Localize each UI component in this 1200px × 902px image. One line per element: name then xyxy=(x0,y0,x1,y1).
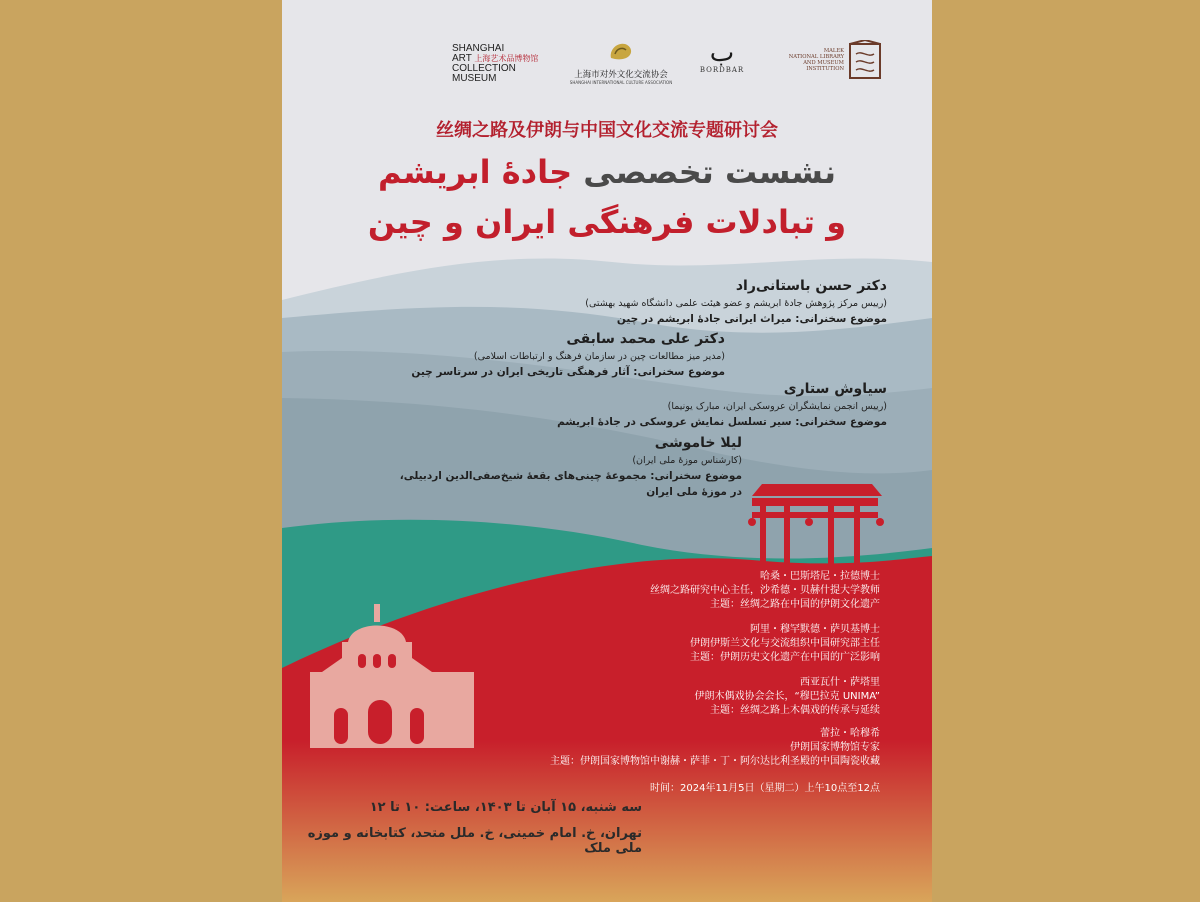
speaker-name: 西亚瓦什・萨塔里 xyxy=(800,677,880,688)
speaker-fa-3 xyxy=(507,378,887,430)
title-persian-session: نشست تخصصی xyxy=(583,153,836,191)
speaker-name: 哈桑・巴斯塔尼・拉德博士 xyxy=(760,571,880,582)
bordbar-logo xyxy=(697,40,747,84)
speaker-role: (مدیر میز مطالعات چین در سازمان فرهنگ و ارتباطات اسلامی) xyxy=(473,351,725,362)
malek-line-1: MALEK xyxy=(823,48,844,54)
speaker-cn-4 xyxy=(500,727,880,769)
event-venue-fa: تهران، خ. امام خمینی، خ. ملل متحد، کتابخانه و موزه ملی ملک xyxy=(307,826,642,856)
malek-library-logo xyxy=(782,40,892,88)
sacm-line-3: COLLECTION xyxy=(452,63,516,74)
speaker-fa-1 xyxy=(487,275,887,327)
event-time-cn: 时间：2024年11月5日（星期二）上午10点至12点 xyxy=(650,783,880,794)
speaker-topic-line-2: در موزهٔ ملی ایران xyxy=(646,486,742,498)
sica-subtitle: SHANGHAI INTERNATIONAL CULTURE ASSOCIATION xyxy=(569,80,673,85)
sica-name: 上海市对外文化交流协会 xyxy=(574,70,668,80)
speaker-topic: موضوع سخنرانی: سیر تسلسل نمایش عروسکی در جادهٔ ابریشم xyxy=(557,416,887,428)
sacm-line-1: SHANGHAI xyxy=(452,43,505,54)
speaker-name: دکتر علی محمد سابقی xyxy=(566,331,725,347)
malek-line-3: AND MUSEUM xyxy=(803,60,844,66)
speaker-role: (رییس مرکز پژوهش جادهٔ ابریشم و عضو هیئت علمی دانشگاه شهید بهشتی) xyxy=(585,298,887,309)
speaker-topic: 主题：丝绸之路上木偶戏的传承与延续 xyxy=(710,705,880,716)
speaker-topic: 主题：伊朗国家博物馆中谢赫・萨菲・丁・阿尔达比利圣殿的中国陶瓷收藏 xyxy=(550,756,880,767)
speaker-role: 伊朗伊斯兰文化与交流组织中国研究部主任 xyxy=(690,638,880,649)
speaker-cn-2 xyxy=(500,623,880,665)
sacm-cn-name: 上海艺术品博物馆 xyxy=(474,54,539,63)
speaker-name: 阿里・穆罕默德・萨贝基博士 xyxy=(750,624,880,635)
speaker-cn-3 xyxy=(500,676,880,718)
speaker-role: (رییس انجمن نمایشگران عروسکی ایران، مبارک یونیما) xyxy=(667,401,887,412)
speaker-topic: موضوع سخنرانی: آثار فرهنگی تاریخی ایران در سرتاسر چین xyxy=(411,366,725,378)
title-persian-line-1 xyxy=(282,152,932,192)
title-persian-silk-road: جادهٔ ابریشم xyxy=(378,153,573,191)
title-persian-line-2: و تبادلات فرهنگی ایران و چین xyxy=(367,203,847,241)
shanghai-international-culture-association-logo xyxy=(565,40,677,84)
speaker-fa-2 xyxy=(395,328,725,380)
speaker-name: سیاوش ستاری xyxy=(783,381,887,397)
malek-seal-icon xyxy=(848,40,882,80)
speaker-topic: موضوع سخنرانی: میراث ایرانی جادهٔ ابریشم در چین xyxy=(616,313,887,325)
event-date-fa: سه شنبه، ۱۵ آبان تا ۱۴۰۳، ساعت: ۱۰ تا ۱۲ xyxy=(369,800,642,815)
speaker-topic: 主题：伊朗历史文化遗产在中国的广泛影响 xyxy=(690,652,880,663)
sica-emblem-icon xyxy=(607,40,635,62)
speaker-role: 丝绸之路研究中心主任，沙希德・贝赫什提大学教师 xyxy=(650,585,880,596)
speaker-name: لیلا خاموشی xyxy=(654,435,742,451)
poster xyxy=(282,0,932,902)
speaker-role: 伊朗国家博物馆专家 xyxy=(790,742,880,753)
speaker-role: (کارشناس موزهٔ ملی ایران) xyxy=(632,455,742,466)
shanghai-art-collection-museum-logo xyxy=(452,44,562,86)
speaker-role: 伊朗木偶戏协会会长，“穆巴拉克 UNIMA” xyxy=(694,691,880,702)
sacm-line-2: ART xyxy=(452,53,472,64)
speaker-topic: 主题：丝绸之路在中国的伊朗文化遗产 xyxy=(710,599,880,610)
malek-line-4: INSTITUTION xyxy=(806,66,844,72)
title-chinese: 丝绸之路及伊朗与中国文化交流专题研讨会 xyxy=(436,120,778,141)
speaker-cn-1 xyxy=(500,570,880,612)
bordbar-glyph: ب xyxy=(709,38,735,68)
sacm-line-4: MUSEUM xyxy=(452,73,497,84)
bordbar-name: BORDBAR xyxy=(699,66,745,74)
malek-line-2: NATIONAL LIBRARY xyxy=(788,54,844,60)
speaker-topic: موضوع سخنرانی: مجموعهٔ چینی‌های بقعهٔ شیخ‌صفی‌الدین اردبیلی، xyxy=(399,470,742,482)
speaker-name: دکتر حسن باستانی‌راد xyxy=(735,278,887,294)
speaker-fa-4 xyxy=(382,432,742,500)
speaker-name: 蕾拉・哈穆希 xyxy=(820,728,880,739)
